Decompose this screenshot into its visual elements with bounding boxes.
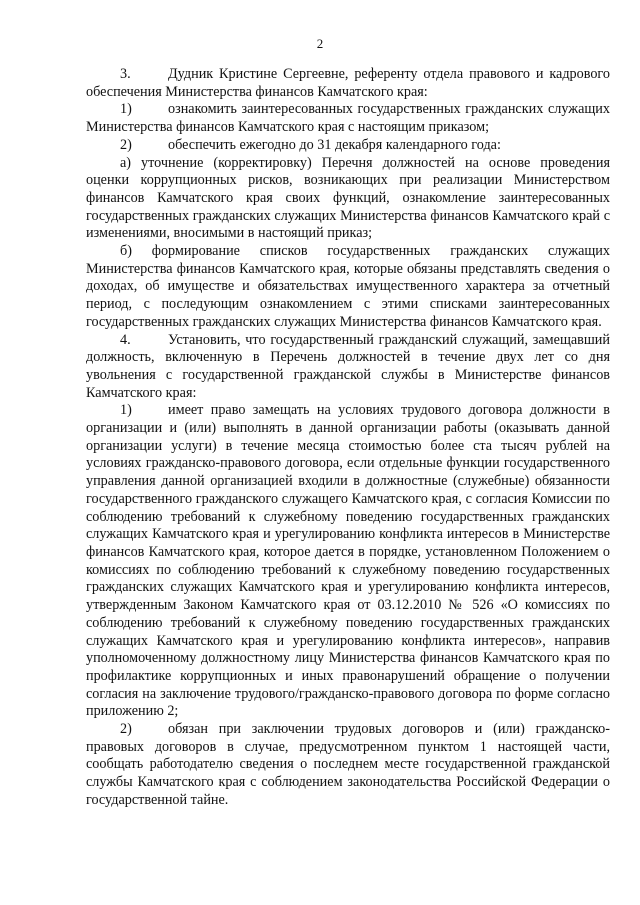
paragraph-4-2 [86, 721, 610, 810]
paragraph-number: 2) [120, 721, 132, 738]
paragraph-text: Дудник Кристине Сергеевне, референту отдела правового и кадрового обеспечения Министерства финансов Камчатского края: [86, 66, 610, 100]
paragraph-3 [86, 66, 610, 101]
document-body [86, 66, 610, 810]
paragraph-text: а) уточнение (корректировку) Перечня должностей на основе проведения оценки коррупционных рисков, возникающих при реализации Министерством финансов Камчатского края своих функций, ознакомление заинтересованных государственных гражданских служащих Министерства финансов Камчатского край с изменениями, вносимыми в настоящий приказ; [86, 154, 610, 242]
paragraph-4-1 [86, 402, 610, 721]
paragraph-text: ознакомить заинтересованных государственных гражданских служащих Министерства финансов Камчатского края с настоящим приказом; [86, 101, 610, 136]
paragraph-text: обеспечить ежегодно до 31 декабря календарного года: [168, 136, 501, 153]
paragraph-text: имеет право замещать на условиях трудового договора должности в организации и (или) выполнять в данной организации работы (оказывать данной организации услуги) в течение месяца стоимостью более ста тысяч рублей на условиях гражданско-правового договора, если отдельные функции государственного управления данной организацией входили в должностные (служебные) обязанности государственного гражданского служащего Камчатского края, с согласия Комиссии по соблюдению требований к служебному поведению государственных гражданских служащих Камчатского края и урегулированию конфликта интересов в Министерстве финансов Камчатского края, которое дается в порядке, установленном Положением о комиссиях по соблюдению требований к служебному поведению государственных гражданских служащих Камчатского края и урегулированию конфликта интересов, утвержденным Законом Камчатского края от 03.12.2010 № 526 «О комиссиях по соблюдению требований к служебному поведению государственных гражданских служащих Камчатского края и урегулированию конфликта интересов», направив уполномоченному должностному лицу Министерства финансов Камчатского края по профилактике коррупционных и иных правонарушений обращение о получении согласия на заключение трудового/гражданско-правового договора по форме согласно приложению 2; [86, 402, 610, 720]
paragraph-3-2-a [86, 155, 610, 244]
paragraph-number: 3. [120, 66, 131, 82]
paragraph-text: б) формирование списков государственных гражданских служащих Министерства финансов Камчатского края, которые обязаны представлять сведения о доходах, об имуществе и обязательствах имущественного характера за отчетный период, с последующим ознакомлением с этими списками заинтересованных государственных гражданских служащих Министерства финансов Камчатского края. [86, 243, 610, 330]
paragraph-number: 2) [120, 136, 132, 153]
page-number: 2 [316, 36, 324, 51]
paragraph-4 [86, 332, 610, 403]
paragraph-3-2-b [86, 243, 610, 332]
paragraph-text: обязан при заключении трудовых договоров и (или) гражданско-правовых договоров в случае, предусмотренном пунктом 1 настоящей части, сообщать работодателю сведения о последнем месте государственной гражданской службы Камчатского края с соблюдением законодательства Российской Федерации о государственной тайне. [86, 721, 610, 808]
paragraph-number: 4. [120, 331, 131, 348]
paragraph-3-2 [86, 137, 610, 155]
paragraph-number: 1) [120, 101, 132, 118]
paragraph-3-1 [86, 101, 610, 136]
paragraph-number: 1) [120, 402, 132, 419]
paragraph-text: Установить, что государственный гражданский служащий, замещавший должность, включенную в Перечень должностей в течение двух лет со дня увольнения с государственной гражданской службы в Министерстве финансов Камчатского края: [86, 331, 610, 401]
